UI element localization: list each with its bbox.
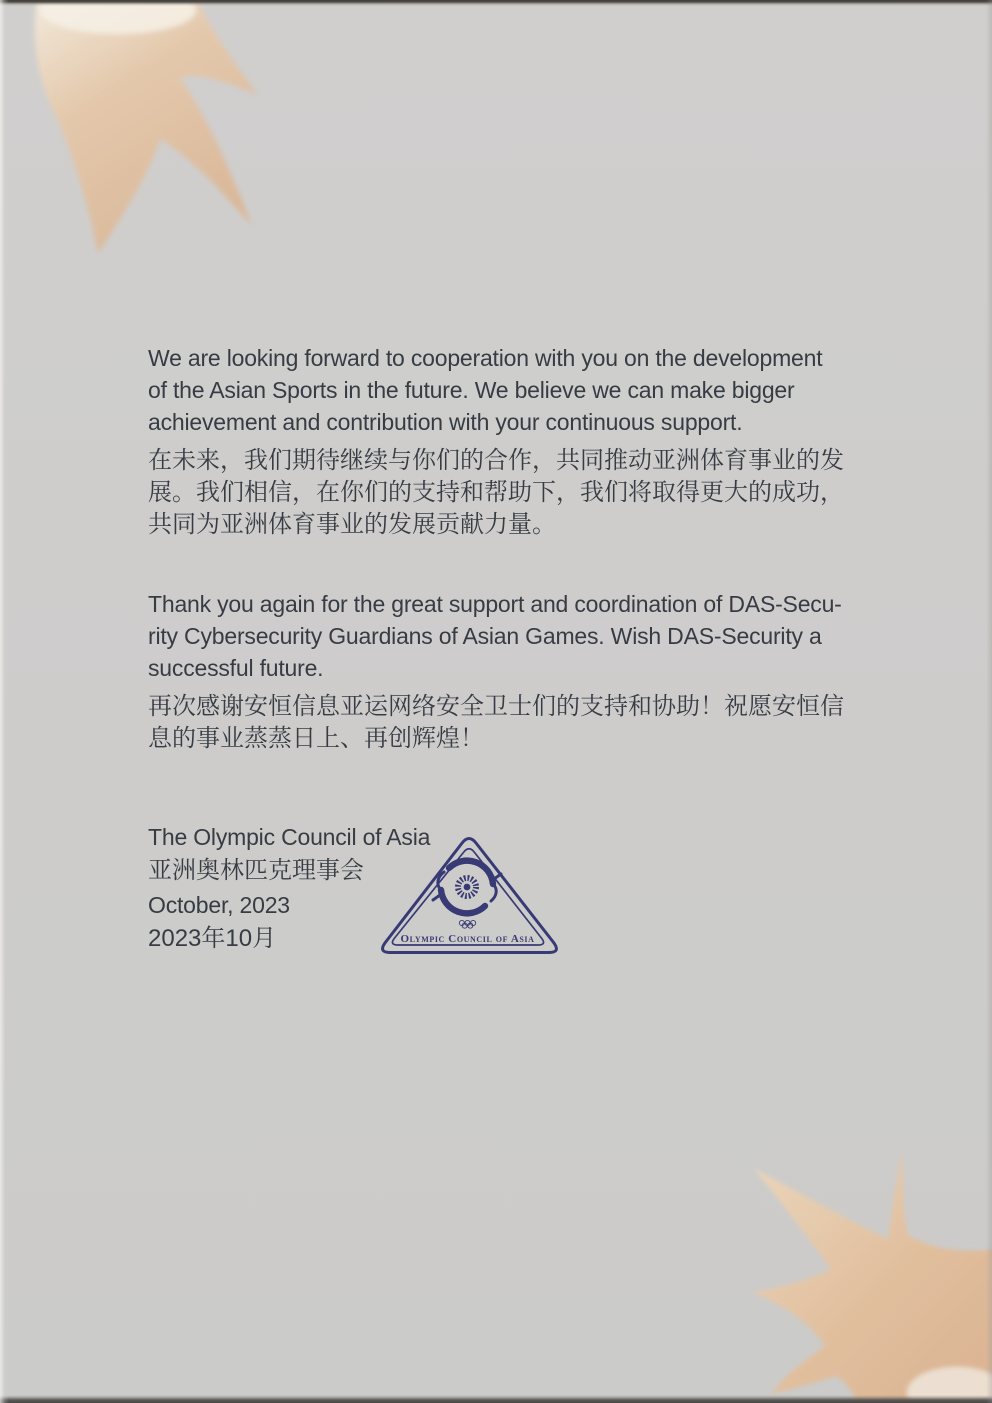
oca-stamp — [372, 828, 570, 962]
paragraph-cooperation-en — [148, 342, 858, 438]
letter-line: 息的事业蒸蒸日上、再创辉煌！ — [148, 725, 484, 752]
letter-line: Thank you again for the great support and coordination of DAS-Secu- — [148, 591, 842, 617]
watercolor-sun-watermark — [692, 1123, 992, 1403]
stamp-text: Olympic Council of Asia — [400, 933, 535, 945]
paragraph-thanks — [148, 588, 858, 755]
signature-org-en: The Olympic Council of Asia — [148, 824, 431, 850]
letter-line: of the Asian Sports in the future. We believe we can make bigger — [148, 377, 795, 403]
letter-line: 共同为亚洲体育事业的发展贡献力量。 — [148, 511, 556, 538]
paragraph-thanks-zh — [148, 691, 858, 755]
olympic-rings-icon — [459, 920, 475, 928]
letter-line: successful future. — [148, 655, 324, 681]
signature-org-zh: 亚洲奥林匹克理事会 — [148, 857, 364, 884]
paragraph-thanks-en — [148, 588, 858, 684]
letter-line: 再次感谢安恒信息亚运网络安全卫士们的支持和协助！祝愿安恒信 — [148, 693, 844, 720]
letter-line: achievement and contribution with your continuous support. — [148, 409, 743, 435]
paragraph-cooperation — [148, 342, 858, 541]
letter-line: rity Cybersecurity Guardians of Asian Games. Wish DAS-Security a — [148, 623, 822, 649]
signature-date-zh: 2023年10月 — [148, 925, 277, 952]
scan-edge-left — [0, 0, 9, 1403]
letter-line: 展。我们相信，在你们的支持和帮助下，我们将取得更大的成功， — [148, 479, 844, 506]
watercolor-leaf-watermark — [10, 0, 270, 266]
signature-date-en: October, 2023 — [148, 892, 290, 918]
letter-line: We are looking forward to cooperation with you on the development — [148, 345, 823, 371]
paragraph-cooperation-zh — [148, 445, 858, 541]
letter-line: 在未来，我们期待继续与你们的合作，共同推动亚洲体育事业的发 — [148, 447, 844, 474]
